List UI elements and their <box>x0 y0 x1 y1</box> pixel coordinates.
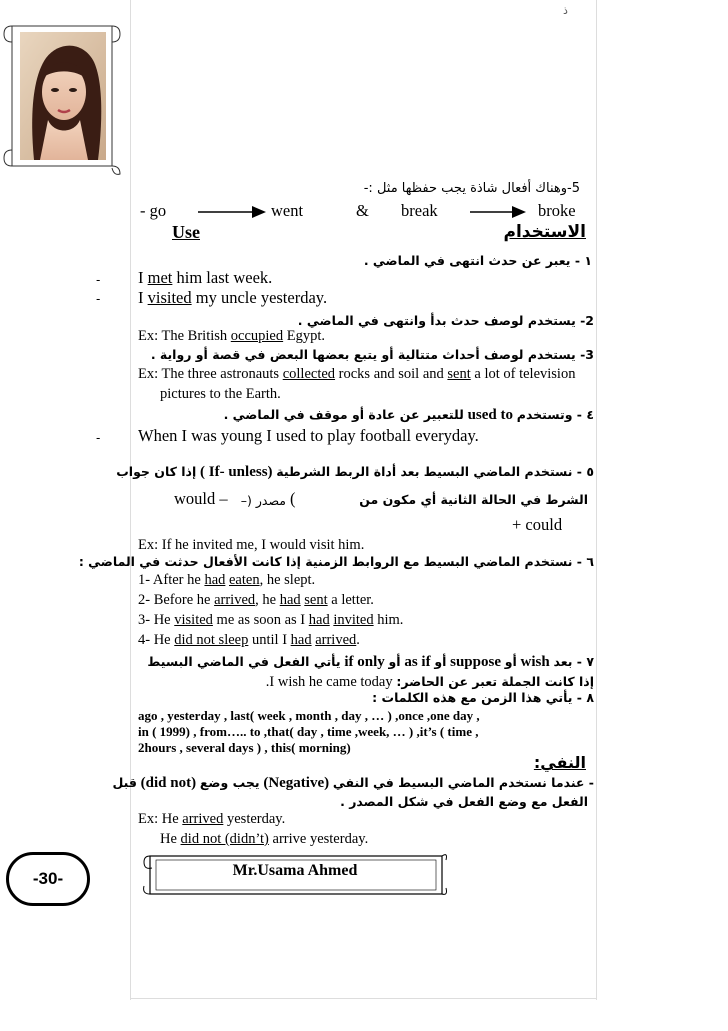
rule-3: 3- يستخدم لوصف أحداث متتالية أو يتبع بعضها البعض في قصة أو رواية . <box>150 347 594 362</box>
page-frame-right <box>596 0 597 1000</box>
author-name: Mr.Usama Ahmed <box>232 862 358 879</box>
corner-mark: ذ <box>563 4 568 17</box>
example-broke: broke <box>538 201 576 220</box>
rule-1: ١ - يعبر عن حدث انتهى في الماضي . <box>363 253 592 268</box>
arrow-icon <box>470 206 526 218</box>
example-break: break <box>401 201 438 220</box>
use-heading-ar: الاستخدام <box>503 222 586 242</box>
rule-7-b: إذا كانت الجملة تعبر عن الحاضر: I wish he came today. <box>265 674 594 690</box>
bullet-dash: - <box>96 272 101 287</box>
rule-5-would: would – <box>174 489 228 508</box>
time-words-1: ago , yesterday , last( week , month , day , … ) ,once ,one day , <box>138 708 480 723</box>
example-ampersand: & <box>356 201 369 220</box>
negative-rule-1: - عندما نستخدم الماضي البسيط في النفي (Negative) يجب وضع (did not) قبل <box>112 775 594 791</box>
time-words-2: in ( 1999) , from….. to ,that( day , time ,week, … ) ,it’s ( time , <box>138 724 479 739</box>
rule-5-masdar: مصدر (– <box>240 493 286 508</box>
example-1b: I visited my uncle yesterday. <box>138 288 328 307</box>
example-4: When I was young I used to play football everyday. <box>138 426 479 445</box>
rule-7: ٧ - بعد wish أو suppose أو as if أو if only يأتي الفعل في الماضي البسيط <box>147 654 594 670</box>
example-1a: I met him last week. <box>138 268 273 287</box>
time-words-3: 2hours , several days ) , this( morning) <box>138 740 351 755</box>
rule-5-line2: الشرط في الحالة الثانية أي مكون من <box>359 492 588 507</box>
example-6-4: 4- He did not sleep until I had arrived. <box>138 632 360 648</box>
example-went: went <box>271 201 304 220</box>
use-heading-en: Use <box>172 222 200 242</box>
example-5: Ex: If he invited me, I would visit him. <box>138 537 365 553</box>
bullet-dash: - <box>96 291 101 306</box>
example-3-cont: pictures to the Earth. <box>160 386 281 402</box>
negative-rule-2: الفعل مع وضع الفعل في شكل المصدر . <box>340 794 588 809</box>
page-frame-left <box>130 0 131 1000</box>
page-frame-bottom <box>130 998 597 999</box>
page-number-badge: -30- <box>6 852 90 906</box>
rule-5-paren: ( <box>290 489 296 508</box>
negative-example-2: He did not (didn’t) arrive yesterday. <box>160 831 369 847</box>
rule-8: ٨ - يأتي هذا الزمن مع هذه الكلمات : <box>372 690 594 705</box>
rule-5: ٥ - نستخدم الماضي البسيط بعد أداة الربط الشرطية (If- unless ) إذا كان جواب <box>116 464 594 480</box>
irregular-intro: 5-وهناك أفعال شاذة يجب حفظها مثل :- <box>363 181 580 196</box>
example-6-1: 1- After he had eaten, he slept. <box>138 572 316 588</box>
example-2: Ex: The British occupied Egypt. <box>138 328 326 344</box>
arrow-icon <box>198 206 266 218</box>
portrait-scroll-image <box>2 18 122 176</box>
rule-4: ٤ - وتستخدم used to للتعبير عن عادة أو موقف في الماضي . <box>223 407 594 423</box>
example-6-3: 3- He visited me as soon as I had invited him. <box>138 612 404 628</box>
example-go: - go <box>140 201 167 220</box>
bullet-dash: - <box>96 430 101 445</box>
example-3: Ex: The three astronauts collected rocks and soil and sent a lot of television <box>138 366 576 382</box>
example-6-2: 2- Before he arrived, he had sent a letter. <box>138 592 374 608</box>
rule-2: 2- يستخدم لوصف حدث بدأ وانتهى في الماضي . <box>297 313 594 328</box>
rule-6: ٦ - نستخدم الماضي البسيط مع الروابط الزمنية إذا كانت الأفعال حدثت في الماضي : <box>78 554 594 569</box>
negative-heading: النفي: <box>533 753 586 772</box>
rule-5-could: + could <box>512 515 563 534</box>
negative-example-1: Ex: He arrived yesterday. <box>138 811 286 827</box>
